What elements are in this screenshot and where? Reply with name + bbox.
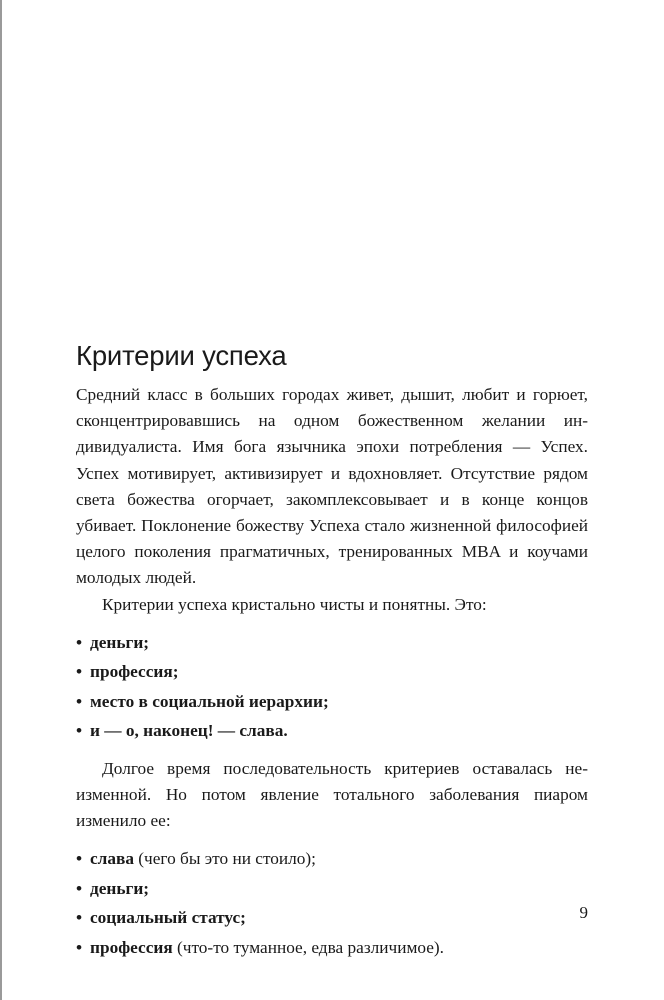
list-item-bold-text: социальный статус; <box>90 908 246 928</box>
paragraph-1: Средний класс в больших городах живет, дышит, любит и горюет, сконцентрировавшись на одном божественном желании индивидуалиста. Имя бога язычника эпохи потребления — Успех. Успех мотивирует, активизирует и вдохновляет. Отсутствие рядом света божества огорчает, закомплексовывает и в конце концов убивает. Поклонение божеству Успеха стало жизненной философией целого поколения прагматичных, тренированных MBA и коучами молодых людей. <box>76 385 588 588</box>
list-item <box>76 933 588 963</box>
bullet-icon: • <box>76 878 83 898</box>
page-edge-line <box>0 0 2 1000</box>
page-number: 9 <box>579 903 588 922</box>
criteria-list-1 <box>76 628 588 746</box>
bullet-icon: • <box>76 849 83 869</box>
list-item-text: деньги; <box>90 632 150 652</box>
section-title: Критерии успеха <box>76 340 287 371</box>
list-item <box>76 874 588 904</box>
bullet-icon: • <box>76 721 83 741</box>
bullet-icon: • <box>76 908 83 928</box>
list-item <box>76 716 588 746</box>
list-item <box>76 903 588 933</box>
list-item-bold-text: профессия <box>90 937 173 957</box>
paragraph-2: Критерии успеха кристально чисты и понятны. Это: <box>102 594 487 614</box>
list-item <box>76 687 588 717</box>
criteria-list-2 <box>76 844 588 962</box>
list-item-text: (чего бы это ни стоило); <box>133 849 316 869</box>
bullet-icon: • <box>76 662 83 682</box>
list-item-text: (что-то туманное, едва различимое). <box>172 937 444 957</box>
list-item <box>76 657 588 687</box>
bullet-icon: • <box>76 937 83 957</box>
list-item-text: профессия; <box>90 662 179 682</box>
list-item <box>76 844 588 874</box>
list-item-bold-text: деньги; <box>90 878 150 898</box>
bullet-icon: • <box>76 632 83 652</box>
list-item-text: место в социальной иерархии; <box>90 691 329 711</box>
bullet-icon: • <box>76 691 83 711</box>
list-item-text: и — о, наконец! — слава. <box>90 721 288 741</box>
list-item-bold-text: слава <box>90 849 134 869</box>
list-item <box>76 628 588 658</box>
text-block <box>76 336 588 972</box>
paragraph-3: Долгое время последовательность критериев оставалась неизменной. Но потом явление тотального заболевания пиаром изменило ее: <box>76 758 588 831</box>
